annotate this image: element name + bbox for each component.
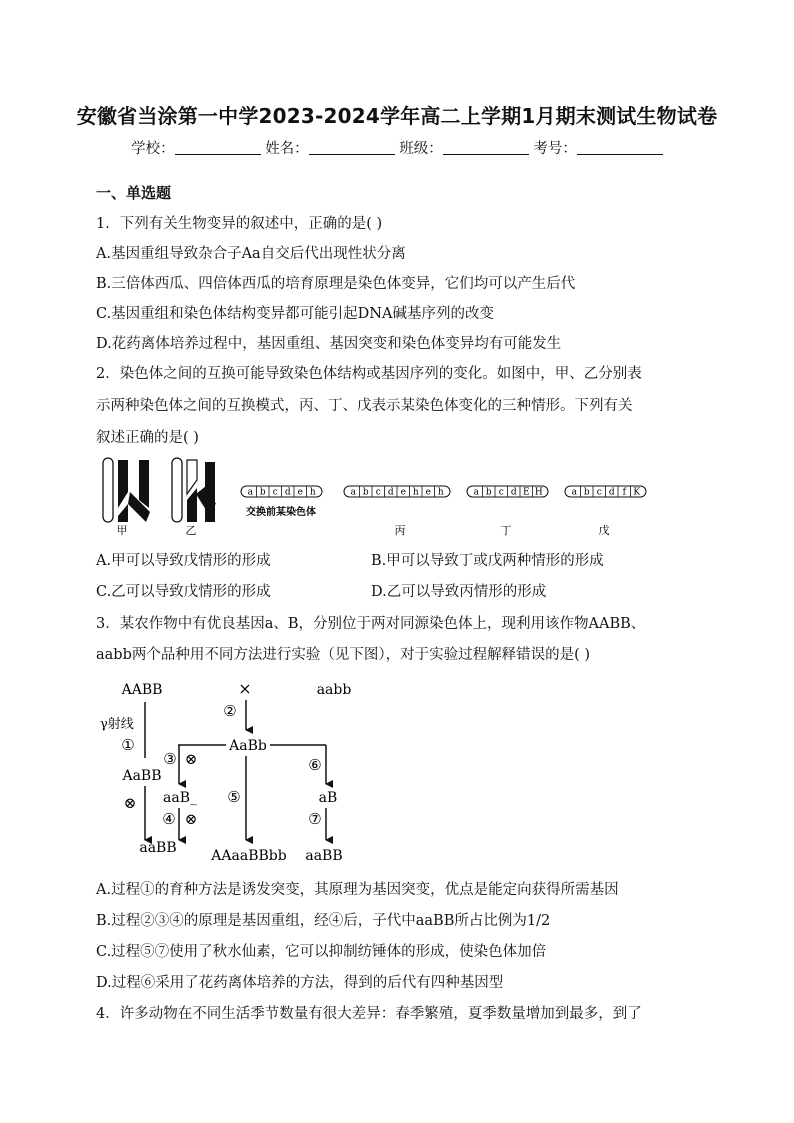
chromosome-pair-jia bbox=[103, 458, 150, 522]
step-3-label: ③ bbox=[163, 750, 177, 768]
q2-option-d[interactable]: D.乙可以导致丙情形的形成 bbox=[371, 584, 547, 600]
ding-chromosome-gene-label: E bbox=[522, 487, 530, 498]
ding-chromosome-gene-label: d bbox=[510, 487, 517, 498]
q3-option-c[interactable]: C.过程⑤⑦使用了秋水仙素，它可以抑制纺锤体的形成，使染色体加倍 bbox=[96, 944, 547, 960]
before-chromosome-gene-label: a bbox=[247, 487, 253, 498]
chromosome-before-exchange bbox=[241, 486, 322, 498]
bing-chromosome-gene-label: b bbox=[362, 487, 369, 498]
self-cross-symbol-3: ⊗ bbox=[184, 810, 198, 828]
bing-chromosome-gene-label: h bbox=[437, 487, 444, 498]
step-4-label: ④ bbox=[162, 810, 176, 828]
bing-chromosome-gene-label: e bbox=[425, 487, 431, 498]
wu-chromosome-gene-label: a bbox=[571, 487, 577, 498]
step-6-label: ⑥ bbox=[308, 756, 322, 774]
chromosome-wu bbox=[565, 486, 646, 498]
ding-chromosome-gene-label: b bbox=[485, 487, 492, 498]
self-cross-symbol-1: ⊗ bbox=[123, 794, 137, 812]
number-label: 考号： bbox=[533, 141, 577, 157]
q1-option-c[interactable]: C.基因重组和染色体结构变异都可能引起DNA碱基序列的改变 bbox=[96, 306, 494, 322]
q3-stem-line-1: 3．某农作物中有优良基因a、B，分别位于两对同源染色体上，现利用该作物AABB、 bbox=[96, 616, 646, 632]
step-7-label: ⑦ bbox=[308, 810, 322, 828]
label-bing: 丙 bbox=[394, 524, 406, 537]
ding-chromosome-gene-label: c bbox=[498, 487, 504, 498]
q2-stem-line-3: 叙述正确的是( ) bbox=[96, 430, 199, 446]
before-chromosome-gene-label: b bbox=[259, 487, 266, 498]
chromosome-ding bbox=[467, 486, 548, 498]
step-1-label: ① bbox=[121, 736, 135, 754]
intermediate-aab: aaB_ bbox=[163, 790, 197, 806]
f1-aabb: AaBb bbox=[229, 738, 267, 754]
result-aabb-2: aaBB bbox=[305, 848, 343, 864]
class-label: 班级： bbox=[399, 141, 443, 157]
ding-chromosome-gene-label: a bbox=[473, 487, 479, 498]
bing-chromosome-gene-label: c bbox=[375, 487, 381, 498]
haploid-ab: aB bbox=[318, 790, 338, 806]
student-info-row bbox=[0, 137, 794, 158]
result-aabb-1: aaBB bbox=[139, 840, 177, 856]
label-jia: 甲 bbox=[116, 524, 128, 537]
q2-stem-line-2: 示两种染色体之间的互换模式，丙、丁、戊表示某染色体变化的三种情形。下列有关 bbox=[96, 398, 633, 414]
cross-symbol: × bbox=[238, 679, 252, 698]
q3-breeding-figure bbox=[0, 672, 794, 872]
bing-chromosome-gene-label: e bbox=[400, 487, 406, 498]
q3-option-b[interactable]: B.过程②③④的原理是基因重组，经④后，子代中aaBB所占比例为1/2 bbox=[96, 913, 551, 929]
result-aaaabbbb: AAaaBBbb bbox=[211, 848, 287, 864]
number-blank[interactable] bbox=[577, 140, 663, 155]
parent-aabb-dominant: AABB bbox=[121, 682, 163, 698]
name-label: 姓名： bbox=[265, 141, 309, 157]
q2-figure bbox=[0, 450, 794, 542]
q1-option-a[interactable]: A.基因重组导致杂合子Aa自交后代出现性状分离 bbox=[96, 246, 406, 262]
label-ding: 丁 bbox=[500, 524, 512, 537]
bing-chromosome-gene-label: d bbox=[387, 487, 394, 498]
mutant-aabb: AaBB bbox=[122, 768, 162, 784]
q3-option-d[interactable]: D.过程⑥采用了花药离体培养的方法，得到的后代有四种基因型 bbox=[96, 975, 504, 991]
before-chromosome-gene-label: c bbox=[272, 487, 278, 498]
q3-stem-line-2: aabb两个品种用不同方法进行实验（见下图），对于实验过程解释错误的是( ) bbox=[96, 647, 591, 663]
parent-aabb-recessive: aabb bbox=[316, 682, 352, 698]
before-chromosome-gene-label: e bbox=[297, 487, 303, 498]
wu-chromosome-gene-label: K bbox=[633, 487, 641, 498]
bing-chromosome-gene-label: a bbox=[350, 487, 356, 498]
class-blank[interactable] bbox=[443, 140, 529, 155]
ding-chromosome-gene-label: H bbox=[534, 487, 543, 498]
chromosome-pair-yi bbox=[172, 458, 216, 522]
self-cross-symbol-2: ⊗ bbox=[184, 750, 198, 768]
before-chromosome-gene-label: d bbox=[284, 487, 291, 498]
exam-title: 安徽省当涂第一中学2023-2024学年高二上学期1月期末测试生物试卷 bbox=[76, 104, 718, 128]
wu-chromosome-gene-label: f bbox=[622, 487, 626, 498]
q4-stem: 4．许多动物在不同生活季节数量有很大差异：春季繁殖，夏季数量增加到最多，到了 bbox=[96, 1006, 642, 1022]
before-chromosome-gene-label: h bbox=[309, 487, 316, 498]
q2-stem-line-1: 2．染色体之间的互换可能导致染色体结构或基因序列的变化。如图中，甲、乙分别表 bbox=[96, 366, 642, 382]
school-label: 学校： bbox=[131, 141, 175, 157]
wu-chromosome-gene-label: d bbox=[608, 487, 615, 498]
label-before-exchange: 交换前某染色体 bbox=[246, 507, 316, 518]
gamma-ray-label: γ射线 bbox=[100, 717, 134, 732]
q1-option-d[interactable]: D.花药离体培养过程中，基因重组、基因突变和染色体变异均有可能发生 bbox=[96, 336, 562, 352]
q3-option-a[interactable]: A.过程①的育种方法是诱发突变，其原理为基因突变，优点是能定向获得所需基因 bbox=[96, 882, 619, 898]
q2-option-a[interactable]: A.甲可以导致戊情形的形成 bbox=[96, 553, 271, 569]
q1-stem: 1．下列有关生物变异的叙述中，正确的是( ) bbox=[96, 216, 383, 232]
label-wu: 戊 bbox=[598, 524, 610, 537]
step-5-label: ⑤ bbox=[227, 788, 241, 806]
wu-chromosome-gene-label: b bbox=[583, 487, 590, 498]
q2-option-c[interactable]: C.乙可以导致戊情形的形成 bbox=[96, 584, 271, 600]
q1-option-b[interactable]: B.三倍体西瓜、四倍体西瓜的培育原理是染色体变异，它们均可以产生后代 bbox=[96, 276, 576, 292]
step-2-label: ② bbox=[223, 702, 237, 720]
bing-chromosome-gene-label: h bbox=[412, 487, 419, 498]
q2-option-b[interactable]: B.甲可以导致丁或戊两种情形的形成 bbox=[371, 553, 604, 569]
wu-chromosome-gene-label: c bbox=[596, 487, 602, 498]
name-blank[interactable] bbox=[309, 140, 395, 155]
label-yi: 乙 bbox=[185, 524, 197, 537]
chromosome-bing bbox=[344, 486, 450, 498]
school-blank[interactable] bbox=[175, 140, 261, 155]
section-heading: 一、单选题 bbox=[96, 184, 172, 202]
